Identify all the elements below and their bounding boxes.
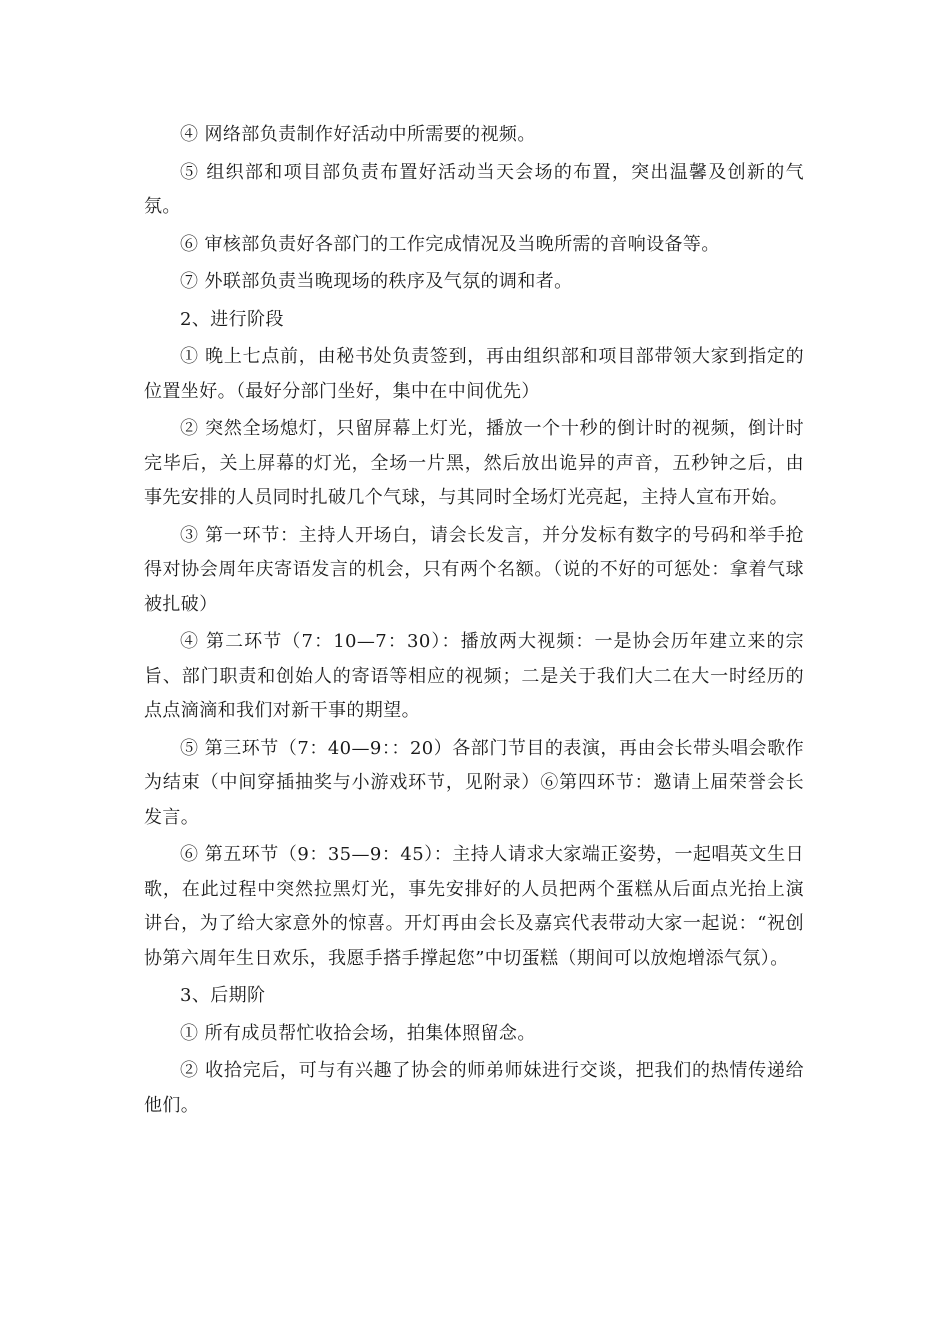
paragraph-liaison-dept: ⑦ 外联部负责当晚现场的秩序及气氛的调和者。 [180,271,573,292]
document-body [144,118,804,1126]
paragraph-audit-dept: ⑥ 审核部负责好各部门的工作完成情况及当晚所需的音响设备等。 [180,233,720,255]
paragraph-segment-three: ⑤ 第三环节（7：40—9：：20）各部门节目的表演，再由会长带头唱会歌作为结束（中间穿插抽奖与小游戏环节，见附录）⑥第四环节：邀请上届荣誉会长发言。 [144,737,804,828]
paragraph-organization-dept: ⑤ 组织部和项目部负责布置好活动当天会场的布置，突出温馨及创新的气氛。 [144,161,804,217]
paragraph-countdown: ② 突然全场熄灯，只留屏幕上灯光，播放一个十秒的倒计时的视频，倒计时完毕后，关上屏幕的灯光，全场一片黑，然后放出诡异的声音，五秒钟之后，由事先安排的人员同时扎破几个气球，与其同时全场灯光亮起，主持人宣布开始。 [144,418,804,508]
paragraph-cleanup: ① 所有成员帮忙收拾会场，拍集体照留念。 [180,1022,536,1044]
paragraph-conversation: ② 收拾完后，可与有兴趣了协会的师弟师妹进行交谈，把我们的热情传递给他们。 [144,1060,804,1116]
paragraph-sign-in: ① 晚上七点前，由秘书处负责签到，再由组织部和项目部带领大家到指定的位置坐好。（最好分部门坐好，集中在中间优先） [144,346,804,402]
paragraph-segment-five: ⑥ 第五环节（9：35—9：45）：主持人请求大家端正姿势，一起唱英文生日歌，在此过程中突然拉黑灯光，事先安排好的人员把两个蛋糕从后面点光抬上演讲台，为了给大家意外的惊喜。开灯再由会长及嘉宾代表带动大家一起说：“祝创协第六周年生日欢乐，我愿手搭手撑起您”中切蛋糕（期间可以放炮增添气氛）。 [144,844,804,969]
paragraph-network-dept: ④ 网络部负责制作好活动中所需要的视频。 [180,124,536,145]
paragraph-segment-two: ④ 第二环节（7：10—7：30）：播放两大视频：一是协会历年建立来的宗旨、部门职责和创始人的寄语等相应的视频；二是关于我们大二在大一时经历的点点滴滴和我们对新干事的期望。 [144,631,804,721]
section-heading-post-stage: 3、后期阶 [180,985,266,1006]
section-heading-in-progress: 2、进行阶段 [180,308,284,330]
paragraph-segment-one: ③ 第一环节：主持人开场白，请会长发言，并分发标有数字的号码和举手抢得对协会周年庆寄语发言的机会，只有两个名额。（说的不好的可惩处：拿着气球被扎破） [144,524,804,615]
